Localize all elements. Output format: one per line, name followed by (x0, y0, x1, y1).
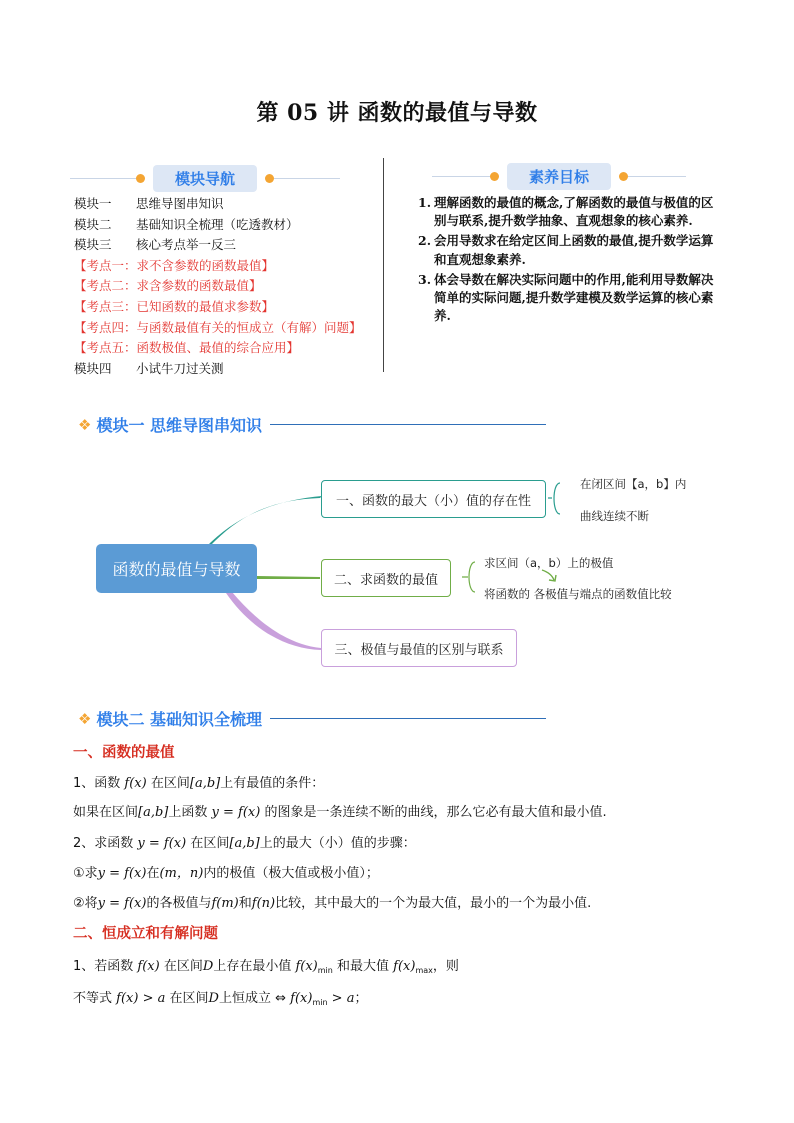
text: ①求 (73, 866, 98, 881)
mindmap-root[interactable]: 函数的最值与导数 (96, 544, 257, 593)
math-yfx: y = f(x) (97, 866, 147, 881)
nav-text: 小试牛刀过关测 (136, 360, 224, 376)
nav-key: 模块三 (74, 237, 112, 253)
text: 上恒成立 (218, 991, 271, 1006)
nav-key: 模块四 (74, 360, 112, 376)
math-fx: f(x) (393, 959, 416, 974)
goal-number: 3. (418, 271, 432, 287)
text: 1、若函数 (73, 959, 134, 974)
divider (270, 718, 546, 719)
mindmap-branch-2[interactable]: 二、求函数的最值 (321, 559, 451, 597)
text-line (73, 987, 367, 1007)
math-subscript-min: min (317, 966, 333, 975)
nav-text: 基础知识全梳理（吃透教材） (136, 216, 299, 232)
math-D: D (208, 991, 219, 1006)
nav-text: 思维导图串知识 (136, 196, 224, 211)
mindmap-leaf: 曲线连续不断 (580, 509, 649, 523)
text-line (73, 862, 379, 881)
nav-header-label: 模块导航 (153, 165, 257, 192)
arrow-icon (542, 570, 556, 581)
nav-key: 模块二 (74, 216, 112, 232)
text: 比较，其中最大的一个为最大值，最小的一个为最小值. (275, 896, 592, 911)
nav-text: 【考点二：求含参数的函数最值】 (74, 278, 262, 294)
math-fm: f(m) (211, 896, 239, 911)
diamond-icon: ❖ (78, 709, 92, 728)
module2-title: 模块二 基础知识全梳理 (96, 710, 263, 729)
text-line (73, 772, 324, 791)
text: 不等式 (73, 991, 113, 1006)
math-fx: f(x) (137, 959, 160, 974)
text: 在区间 (169, 991, 209, 1006)
mindmap-branch-1[interactable]: 一、函数的最大（小）值的存在性 (321, 480, 546, 518)
branch-2-connector (257, 576, 320, 579)
math-fx: f(x) (124, 776, 147, 791)
math-gt-a: > a (327, 991, 355, 1006)
module2-header (78, 707, 546, 730)
branch-1-connector (205, 496, 322, 548)
module1-title: 模块一 思维导图串知识 (96, 416, 263, 435)
text-line (73, 892, 591, 911)
nav-text: 核心考点举一反三 (136, 237, 237, 253)
mindmap-leaf: 在闭区间【a，b】内 (580, 477, 687, 491)
text: 上函数 (168, 805, 208, 820)
math-subscript-max: max (415, 966, 433, 975)
math-inequality: f(x) > a (116, 991, 166, 1006)
nav-text: 【考点五：函数极值、最值的综合应用】 (74, 340, 300, 356)
math-interval: [a,b] (229, 836, 260, 851)
goal-text: 理解函数的最值的概念,了解函数的最值与极值的区别与联系,提升数学抽象、直观想象的核心素养. (434, 195, 714, 229)
mindmap-leaf: 将函数的 各极值与端点的函数值比较 (484, 587, 672, 601)
text: 和最大值 (337, 959, 390, 974)
text-line (73, 801, 607, 820)
text: 如果在区间 (73, 805, 139, 820)
nav-text: 【考点三：已知函数的最值求参数】 (74, 298, 275, 314)
goal-text: 体会导数在解决实际问题中的作用,能利用导数解决简单的实际问题,提升数学建模及数学运算的核心素养. (434, 271, 714, 324)
text-line (73, 832, 416, 851)
mindmap-leaf: 求区间（a，b）上的极值 (484, 556, 614, 570)
leaf-bracket-2 (462, 562, 475, 592)
math-interval: [a,b] (138, 805, 169, 820)
nav-text: 【考点一：求不含参数的函数最值】 (74, 257, 275, 273)
math-subscript-min: min (312, 998, 328, 1007)
diamond-icon: ❖ (78, 415, 92, 434)
mindmap-branch-3[interactable]: 三、极值与最值的区别与联系 (321, 629, 517, 667)
text: 在 (146, 866, 160, 881)
text-line (73, 955, 459, 975)
text: ②将 (73, 896, 98, 911)
goal-number: 1. (418, 195, 432, 210)
text: 内的极值（极大值或极小值）； (203, 866, 379, 881)
text: 2、求函数 (73, 836, 134, 851)
iff-icon: ⇔ (275, 991, 287, 1006)
math-D: D (202, 959, 214, 974)
goal-text: 会用导数求在给定区间上函数的最值,提升数学运算和直观想象素养. (434, 233, 714, 267)
text: ； (354, 991, 368, 1006)
text: 上的最大（小）值的步骤： (259, 836, 416, 851)
text: 在区间 (190, 836, 230, 851)
text: 上有最值的条件： (220, 776, 325, 791)
goal-number: 2. (418, 233, 432, 249)
math-interval: [a,b] (189, 776, 221, 791)
math-yfx: y = f(x) (137, 836, 187, 851)
math-yfx: y = f(x) (97, 896, 147, 911)
leaf-bracket-1 (548, 483, 560, 514)
text: ，则 (432, 959, 459, 974)
math-yfx: y = f(x) (211, 805, 261, 820)
math-fx: f(x) (290, 991, 313, 1006)
section-heading: 二、恒成立和有解问题 (73, 926, 218, 942)
text: 在区间 (163, 959, 203, 974)
text: 上存在最小值 (213, 959, 292, 974)
goals-header-label: 素养目标 (507, 163, 611, 190)
section-heading: 一、函数的最值 (73, 745, 175, 761)
page-title: 第 05 讲 函数的最值与导数 (256, 100, 538, 126)
nav-key: 模块一 (74, 196, 112, 211)
branch-3-connector (226, 592, 321, 650)
text: 的各极值与 (146, 896, 212, 911)
text: 1、函数 (73, 776, 121, 791)
text: 的图象是一条连续不断的曲线，那么它必有最大值和最小值. (264, 805, 607, 820)
math-fn: f(n) (251, 896, 276, 911)
text: 和 (238, 896, 252, 911)
text: 在区间 (150, 776, 190, 791)
nav-text: 【考点四：与函数最值有关的恒成立（有解）问题】 (74, 319, 362, 335)
math-open-interval: (m，n) (159, 866, 204, 881)
math-fx: f(x) (295, 959, 318, 974)
